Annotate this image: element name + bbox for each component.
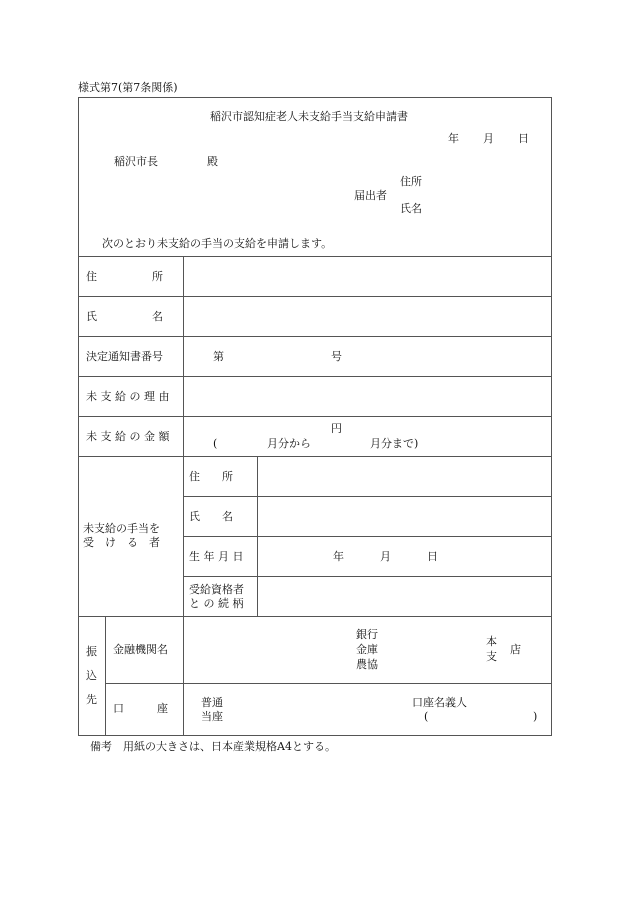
birth-year: 年	[333, 550, 344, 563]
recipient-address-field[interactable]	[258, 457, 551, 496]
relation-label-2: と の 続 柄	[189, 597, 244, 610]
transfer-label-2: 込	[86, 669, 97, 682]
transfer-label-1: 振	[86, 645, 97, 658]
ten-label: 店	[510, 643, 521, 656]
period-from: 月分から	[267, 437, 311, 450]
statement: 次のとおり未支給の手当の支給を申請します。	[102, 237, 333, 250]
form-label: 様式第7(第7条関係)	[78, 81, 178, 94]
addressee: 稲沢市長	[114, 155, 158, 168]
date-month: 月	[483, 132, 494, 145]
date-day: 日	[518, 132, 529, 145]
table-rule	[105, 683, 552, 684]
table-rule	[78, 416, 552, 417]
table-rule	[183, 536, 552, 537]
relation-label-1: 受給資格者	[189, 583, 244, 596]
birth-label: 生 年 月 日	[189, 550, 244, 563]
birth-month: 月	[380, 550, 391, 563]
table-rule	[105, 616, 106, 736]
recipient-name-field[interactable]	[258, 497, 551, 536]
shinkin-option: 金庫	[356, 643, 378, 656]
note: 備考 用紙の大きさは、日本産業規格A4とする。	[90, 740, 336, 753]
notice-number-label: 決定通知書番号	[86, 350, 163, 363]
period-to: 月分まで)	[370, 437, 419, 450]
address-label: 住 所	[86, 270, 163, 283]
reason-label: 未 支 給 の 理 由	[86, 390, 170, 403]
noukyou-option: 農協	[356, 658, 378, 671]
period-open: (	[213, 437, 218, 450]
honorific: 殿	[207, 155, 218, 168]
holder-label: 口座名義人	[412, 696, 467, 709]
name-field[interactable]	[184, 297, 551, 336]
relation-field[interactable]	[258, 577, 551, 616]
shiten-option: 支	[486, 650, 497, 663]
amount-yen: 円	[331, 422, 342, 435]
touza-option: 当座	[201, 710, 223, 723]
recipient-address-label: 住 所	[189, 470, 233, 483]
recipient-name-label: 氏 名	[189, 510, 233, 523]
birth-day: 日	[427, 550, 438, 563]
table-rule	[78, 336, 552, 337]
date-year: 年	[448, 132, 459, 145]
bank-option: 銀行	[356, 628, 378, 641]
recipient-label-2: 受 け る 者	[83, 536, 160, 549]
address-field[interactable]	[184, 257, 551, 296]
applicant-label: 届出者	[354, 189, 387, 202]
holder-paren-open: (	[424, 710, 429, 723]
honten-option: 本	[486, 635, 497, 648]
name-label: 氏 名	[86, 310, 163, 323]
institution-label: 金融機関名	[113, 643, 168, 656]
applicant-name-label: 氏名	[400, 202, 422, 215]
amount-label: 未 支 給 の 金 額	[86, 430, 170, 443]
recipient-label-1: 未支給の手当を	[83, 522, 160, 535]
futsu-option: 普通	[201, 696, 223, 709]
reason-field[interactable]	[184, 377, 551, 416]
holder-paren-close: )	[533, 710, 538, 723]
notice-go: 号	[331, 350, 342, 363]
applicant-address-label: 住所	[400, 175, 422, 188]
account-label: 口 座	[113, 702, 168, 715]
transfer-label-3: 先	[86, 693, 97, 706]
notice-dai: 第	[213, 350, 224, 363]
form-title: 稲沢市認知症老人未支給手当支給申請書	[210, 110, 408, 123]
table-rule	[78, 616, 552, 617]
